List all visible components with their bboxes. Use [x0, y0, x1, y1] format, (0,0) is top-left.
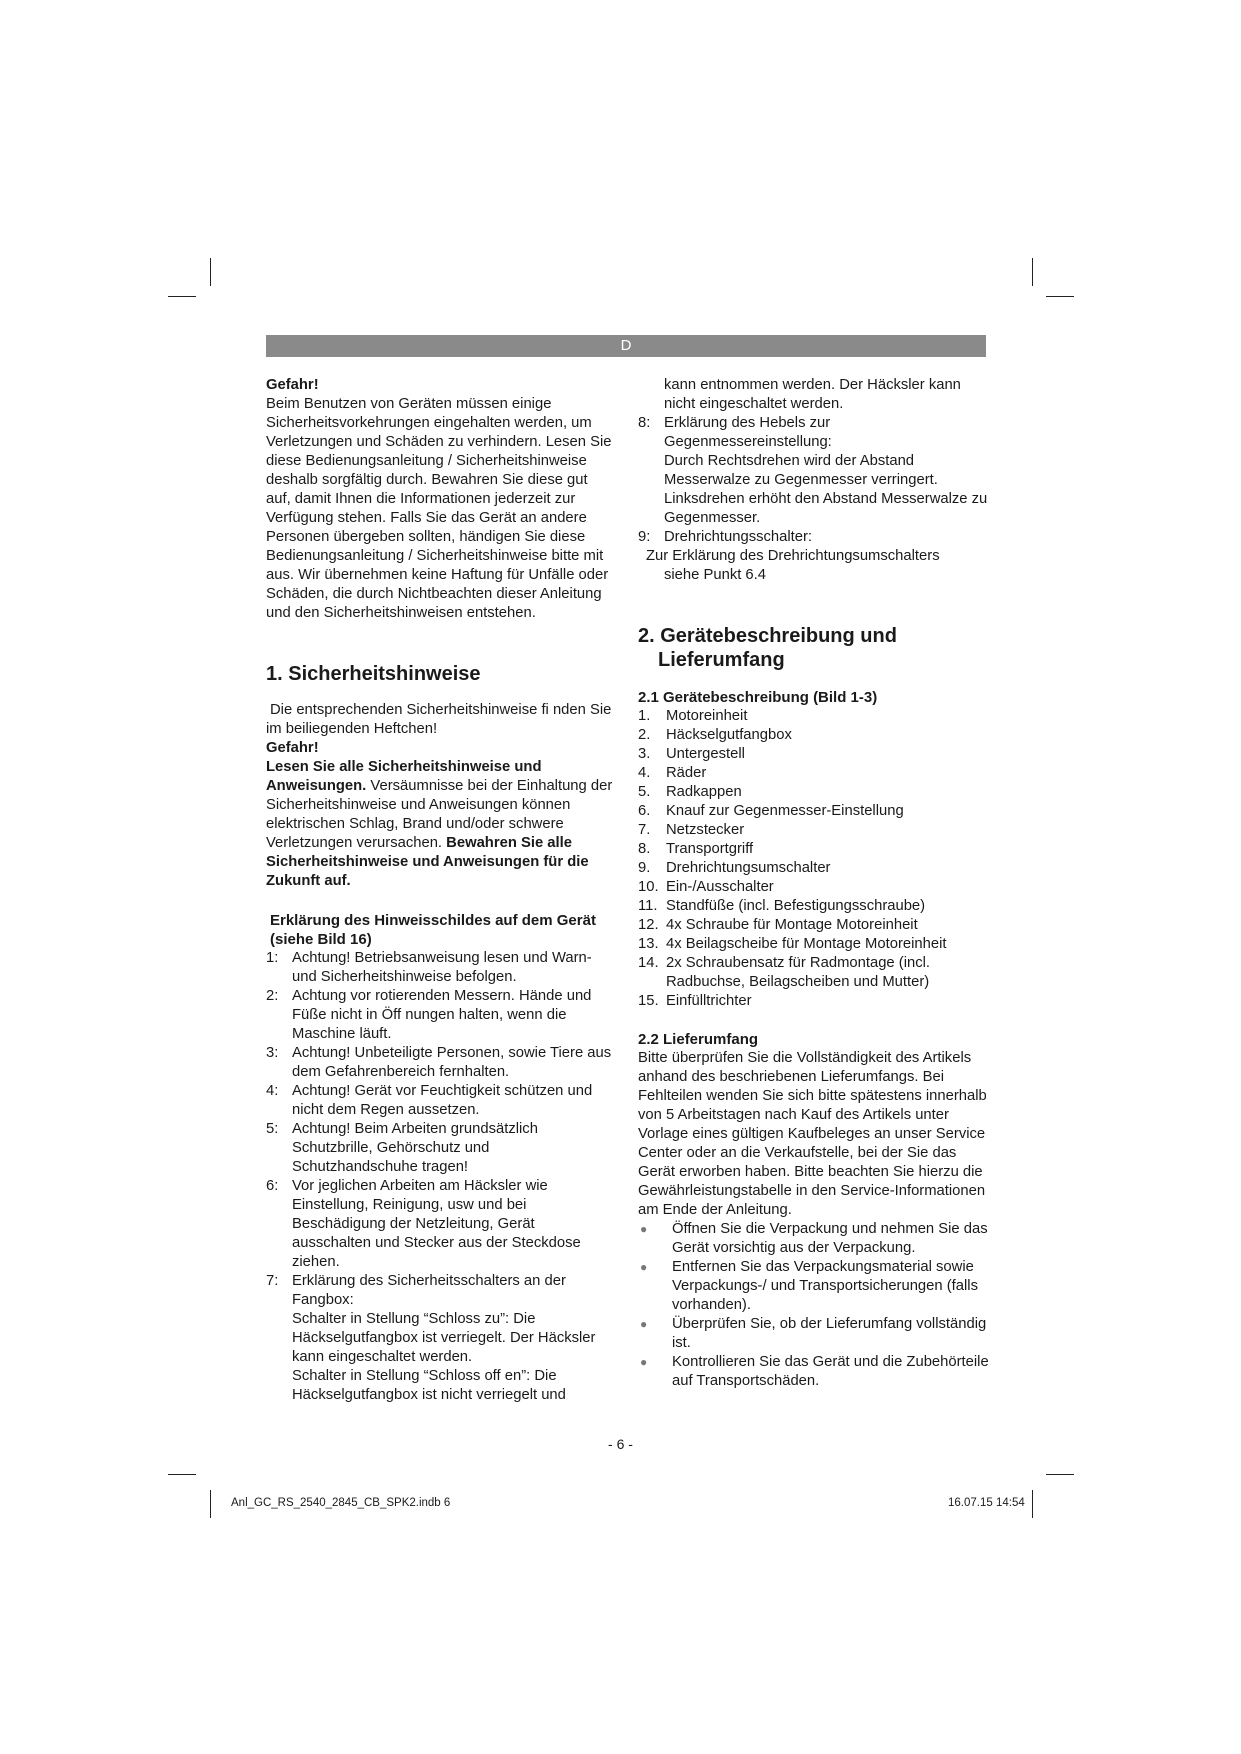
language-header-bar	[266, 335, 986, 357]
list-item	[638, 840, 990, 859]
list-item	[638, 745, 990, 764]
item-text: Ein-/Ausschalter	[666, 879, 774, 895]
item-number: 2:	[266, 988, 279, 1004]
crop-mark	[1032, 258, 1033, 286]
item-number: 11.	[638, 898, 658, 914]
item-text: Achtung vor rotierenden Messern. Hände und Füße nicht in Öff nungen halten, wenn die Maschine läuft.	[292, 988, 592, 1042]
sign-item	[266, 1177, 616, 1272]
list-item	[638, 726, 990, 745]
crop-mark	[1032, 1490, 1033, 1518]
list-item	[638, 897, 990, 916]
item-9-text-2: siehe Punkt 6.4	[664, 567, 767, 583]
delivery-paragraph: Bitte überprüfen Sie die Vollständigkeit des Artikels anhand des beschriebenen Lieferumfangs. Bei Fehlteilen wenden Sie sich bitte spätestens innerhalb von 5 Arbeitstagen nach Kauf des Artikels unter Vorlage eines gültigen Kaufbeleges an unser Service Center oder an die Verkaufstelle, bei der Sie das Gerät erworben haben. Bitte beachten Sie hierzu die Gewährleistungstabelle in den Service-Informationen am Ende der Anleitung.	[638, 1050, 987, 1218]
list-item	[638, 992, 990, 1011]
section-2-title	[638, 624, 990, 672]
item-text: 4x Schraube für Montage Motoreinheit	[666, 917, 918, 933]
list-item	[638, 916, 990, 935]
section-2-title-line1: 2. Gerätebeschreibung und	[638, 625, 897, 647]
item-7-text-1: Schalter in Stellung “Schloss zu”: Die Häckselgutfangbox ist verriegelt. Der Häcksler kann eingeschaltet werden.	[292, 1311, 596, 1365]
list-item	[638, 935, 990, 954]
item-9-text-1: Zur Erklärung des Drehrichtungsumschalters	[646, 548, 940, 564]
item-8-text: Durch Rechtsdrehen wird der Abstand Messerwalze zu Gegenmesser verringert. Linksdrehen erhöht den Abstand Messerwalze zu Gegenmesser.	[664, 453, 988, 526]
item-number: 3:	[266, 1045, 279, 1061]
item-8-title: Erklärung des Hebels zur Gegenmessereinstellung:	[664, 415, 832, 450]
item-text: Achtung! Unbeteiligte Personen, sowie Tiere aus dem Gefahrenbereich fernhalten.	[292, 1045, 612, 1080]
list-item	[638, 764, 990, 783]
item-number: 1.	[638, 708, 651, 724]
warning-bold-1: Lesen Sie alle Sicherheitshinweise und Anweisungen.	[266, 759, 542, 794]
item-text: Räder	[666, 765, 707, 781]
sign-item-7	[266, 1272, 616, 1405]
item-number: 9.	[638, 860, 651, 876]
crop-mark	[1046, 1474, 1074, 1475]
item-number: 7.	[638, 822, 651, 838]
item-number: 3.	[638, 746, 651, 762]
item-number: 12.	[638, 917, 659, 933]
subsection-2-1-title: 2.1 Gerätebeschreibung (Bild 1-3)	[638, 689, 878, 706]
item-number: 2.	[638, 727, 651, 743]
item-7-title: Erklärung des Sicherheitsschalters an der Fangbox:	[292, 1273, 566, 1308]
page-number: - 6 -	[608, 1436, 633, 1452]
item-number: 10.	[638, 879, 659, 895]
sign-explanation-title: Erklärung des Hinweisschildes auf dem Gerät (siehe Bild 16)	[270, 912, 596, 948]
item-number: 14.	[638, 955, 659, 971]
crop-mark	[210, 1490, 211, 1518]
list-item	[638, 954, 990, 992]
sign-item	[266, 1044, 616, 1082]
item-text: Motoreinheit	[666, 708, 748, 724]
item-7-text-2: Schalter in Stellung “Schloss off en”: Die Häckselgutfangbox ist nicht verriegelt und	[292, 1368, 566, 1403]
language-code: D	[620, 337, 632, 354]
sign-explanation-list	[266, 949, 616, 1272]
list-item	[638, 1353, 990, 1391]
item-number: 5.	[638, 784, 651, 800]
item-number: 8.	[638, 841, 651, 857]
item-text: Öffnen Sie die Verpackung und nehmen Sie das Gerät vorsichtig aus der Verpackung.	[672, 1221, 988, 1256]
item-text: Achtung! Gerät vor Feuchtigkeit schützen und nicht dem Regen aussetzen.	[292, 1083, 593, 1118]
item-text: Häckselgutfangbox	[666, 727, 792, 743]
crop-mark	[1046, 296, 1074, 297]
sign-item-9	[638, 528, 990, 547]
print-date: 16.07.15 14:54	[948, 1497, 1025, 1509]
item-text: Entfernen Sie das Verpackungsmaterial sowie Verpackungs-/ und Transportsicherungen (falls vorhanden).	[672, 1259, 978, 1313]
left-column	[266, 376, 616, 1405]
item-text: Knauf zur Gegenmesser-Einstellung	[666, 803, 904, 819]
item-number: 15.	[638, 993, 659, 1009]
item-text: Netzstecker	[666, 822, 745, 838]
item-text: 2x Schraubensatz für Radmontage (incl. Radbuchse, Beilagscheiben und Mutter)	[666, 955, 931, 990]
sign-item-8	[638, 414, 990, 528]
delivery-checklist	[638, 1220, 990, 1391]
list-item	[638, 821, 990, 840]
item-text: Überprüfen Sie, ob der Lieferumfang vollständig ist.	[672, 1316, 987, 1351]
list-item	[638, 859, 990, 878]
item-text: 4x Beilagscheibe für Montage Motoreinheit	[666, 936, 947, 952]
warning-paragraph	[266, 758, 616, 891]
item-number: 5:	[266, 1121, 279, 1137]
list-item	[638, 1315, 990, 1353]
item-7-continuation: kann entnommen werden. Der Häcksler kann nicht eingeschaltet werden.	[664, 377, 961, 412]
sign-item	[266, 949, 616, 987]
safety-note: Die entsprechenden Sicherheitshinweise fi nden Sie im beiliegenden Heftchen!	[266, 702, 612, 737]
intro-paragraph: Beim Benutzen von Geräten müssen einige Sicherheitsvorkehrungen eingehalten werden, um Verletzungen und Schäden zu verhindern. Lesen Sie diese Bedienungsanleitung / Sicherheitshinweise deshalb sorgfältig durch. Bewahren Sie diese gut auf, damit Ihnen die Informationen jederzeit zur Verfügung stehen. Falls Sie das Gerät an andere Personen übergeben sollten, händigen Sie diese Bedienungsanleitung / Sicherheitshinweise bitte mit aus. Wir übernehmen keine Haftung für Unfälle oder Schäden, die durch Nichtbeachten dieser Anleitung und den Sicherheitshinweisen entstehen.	[266, 396, 612, 621]
list-item	[638, 1220, 990, 1258]
bullet-icon: ●	[640, 1317, 648, 1331]
subsection-2-2-title: 2.2 Lieferumfang	[638, 1031, 759, 1048]
item-text: Transportgriff	[666, 841, 754, 857]
item-number: 8:	[638, 415, 651, 431]
item-text: Einfülltrichter	[666, 993, 752, 1009]
bullet-icon: ●	[640, 1260, 648, 1274]
right-column	[638, 376, 990, 1391]
parts-list	[638, 707, 990, 1011]
warning-bold-2: Bewahren Sie alle Sicherheitshinweise und Anweisungen für die Zukunft auf.	[266, 835, 589, 889]
sign-item	[266, 987, 616, 1044]
item-text: Kontrollieren Sie das Gerät und die Zubehörteile auf Transportschäden.	[672, 1354, 989, 1389]
crop-mark	[168, 296, 196, 297]
item-number: 1:	[266, 950, 279, 966]
item-number: 4:	[266, 1083, 279, 1099]
item-number: 6.	[638, 803, 651, 819]
item-text: Radkappen	[666, 784, 742, 800]
crop-mark	[168, 1474, 196, 1475]
sign-item	[266, 1082, 616, 1120]
item-number: 4.	[638, 765, 651, 781]
item-text: Standfüße (incl. Befestigungsschraube)	[666, 898, 926, 914]
item-text: Vor jeglichen Arbeiten am Häcksler wie Einstellung, Reinigung, usw und bei Beschädigung der Netzleitung, Gerät ausschalten und Stecker aus der Steckdose ziehen.	[292, 1178, 581, 1270]
danger-heading-2: Gefahr!	[266, 740, 319, 756]
list-item	[638, 878, 990, 897]
item-9-title: Drehrichtungsschalter:	[664, 529, 813, 545]
item-text: Achtung! Betriebsanweisung lesen und Warn- und Sicherheitshinweise befolgen.	[292, 950, 592, 985]
item-number: 9:	[638, 529, 651, 545]
danger-heading: Gefahr!	[266, 377, 319, 393]
warning-text: Versäumnisse bei der Einhaltung der Sicherheitshinweise und Anweisungen können elektrischen Schlag, Brand und/oder schwere Verletzungen verursachen.	[266, 778, 613, 851]
list-item	[638, 707, 990, 726]
file-name: Anl_GC_RS_2540_2845_CB_SPK2.indb 6	[231, 1497, 451, 1509]
item-text: Achtung! Beim Arbeiten grundsätzlich Schutzbrille, Gehörschutz und Schutzhandschuhe tragen!	[292, 1121, 538, 1175]
bullet-icon: ●	[640, 1355, 648, 1369]
sign-item	[266, 1120, 616, 1177]
list-item	[638, 802, 990, 821]
crop-mark	[210, 258, 211, 286]
list-item	[638, 783, 990, 802]
section-2-title-line2: Lieferumfang	[658, 649, 785, 671]
item-number: 7:	[266, 1273, 279, 1289]
section-1-title: 1. Sicherheitshinweise	[266, 663, 481, 685]
item-number: 6:	[266, 1178, 279, 1194]
list-item	[638, 1258, 990, 1315]
bullet-icon: ●	[640, 1222, 648, 1236]
item-text: Drehrichtungsumschalter	[666, 860, 831, 876]
item-text: Untergestell	[666, 746, 745, 762]
item-number: 13.	[638, 936, 659, 952]
